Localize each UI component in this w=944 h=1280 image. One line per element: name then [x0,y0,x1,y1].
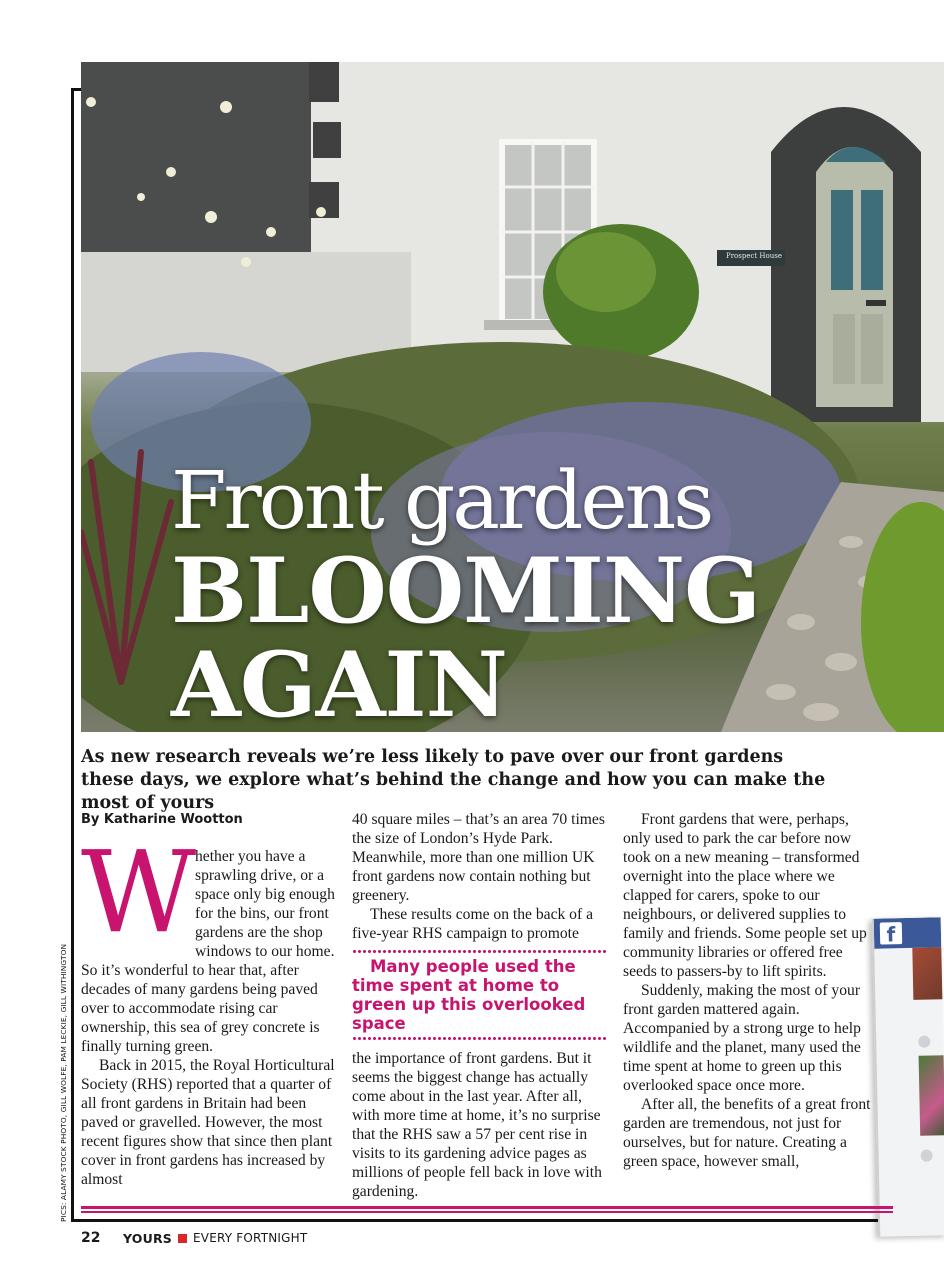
article-column-3 [623,810,875,1171]
photo-credits: PICS: ALAMY STOCK PHOTO, GILL WOLFE, PAM LECKIE, GILL WITHINGTON [59,943,68,1222]
post-photo [912,947,944,1000]
house-sign: Prospect House [725,252,782,260]
hero-title-line1: Front gardens [171,454,712,547]
page-footer [81,1230,307,1246]
standfirst: As new research reveals we’re less likely to pave over our front gardens these days, we explore what’s behind the change and how you can make the most of yours [81,747,826,813]
frame-left-rule [71,88,74,1222]
paragraph: Suddenly, making the most of your front garden mattered again. Accompanied by a strong urge to help wildlife and the planet, many used the time spent at home to green up this overlooked space once more. [623,982,861,1094]
avatar-icon [918,1036,930,1048]
paragraph: the importance of front gardens. But it seems the biggest change has actually come about in the last year. After all, with more time at home, it’s no surprise that the RHS saw a 57 per cent rise in visits to its gardening advice pages as millions of people fell back in love with gardening. [352,1050,602,1200]
facebook-phone-mockup [872,917,944,1236]
paragraph: hether you have a sprawling drive, or a space only big enough for the bins, our front gardens are the shop windows to our home. So it’s wonderful to hear that, after decades of many gardens being paved over to accommodate rising car ownership, this sea of grey concrete is finally turning green. [81,848,335,1055]
article-column-1 [81,810,335,1189]
opening-paragraph [81,828,335,1056]
facebook-header-bar [874,917,942,948]
brand-square-icon [178,1234,187,1243]
paragraph: These results come on the back of a five-year RHS campaign to promote [352,906,593,942]
hero-title [171,454,760,732]
magazine-tagline: EVERY FORTNIGHT [193,1231,308,1245]
frame-bottom-rule [71,1219,893,1222]
dropcap: W [81,828,197,958]
paragraph: Front gardens that were, perhaps, only used to park the car before now took on a new meaning – transformed overnight into the place where we clapped for carers, spoke to our neighbours, or delivered supplies to family and friends. Some people set up community libraries or offered free seeds to passers-by to lift spirits. [623,811,867,980]
post-photo [919,1055,944,1136]
magazine-brand: YOURS [123,1230,173,1246]
byline: By Katharine Wootton [81,812,243,827]
frame-top-tick [71,88,81,91]
paragraph: After all, the benefits of a great front garden are tremendous, not just for ourselves, but for nature. Creating a green space, however small, [623,1096,871,1170]
page-number: 22 [81,1230,101,1246]
pull-quote-text: Many people used the time spent at home to green up this overlooked space [352,957,586,1033]
paragraph: 40 square miles – that’s an area 70 times the size of London’s Hyde Park. Meanwhile, more than one million UK front gardens now contain nothing but greenery. [352,811,605,904]
hero-title-line2: BLOOMING [171,538,760,644]
facebook-icon: f [880,922,902,944]
avatar-icon [921,1150,933,1162]
article-column-2 [352,810,608,1201]
hero-photo [81,62,944,732]
hero-title-line3: AGAIN [171,632,507,732]
paragraph: Back in 2015, the Royal Horticultural Society (RHS) reported that a quarter of all front gardens in Britain had been paved or gravelled. However, the most recent figures show that since then plant cover in front gardens has increased by almost [81,1057,335,1188]
bottom-accent-rule [81,1206,893,1213]
pull-quote [352,949,608,1041]
